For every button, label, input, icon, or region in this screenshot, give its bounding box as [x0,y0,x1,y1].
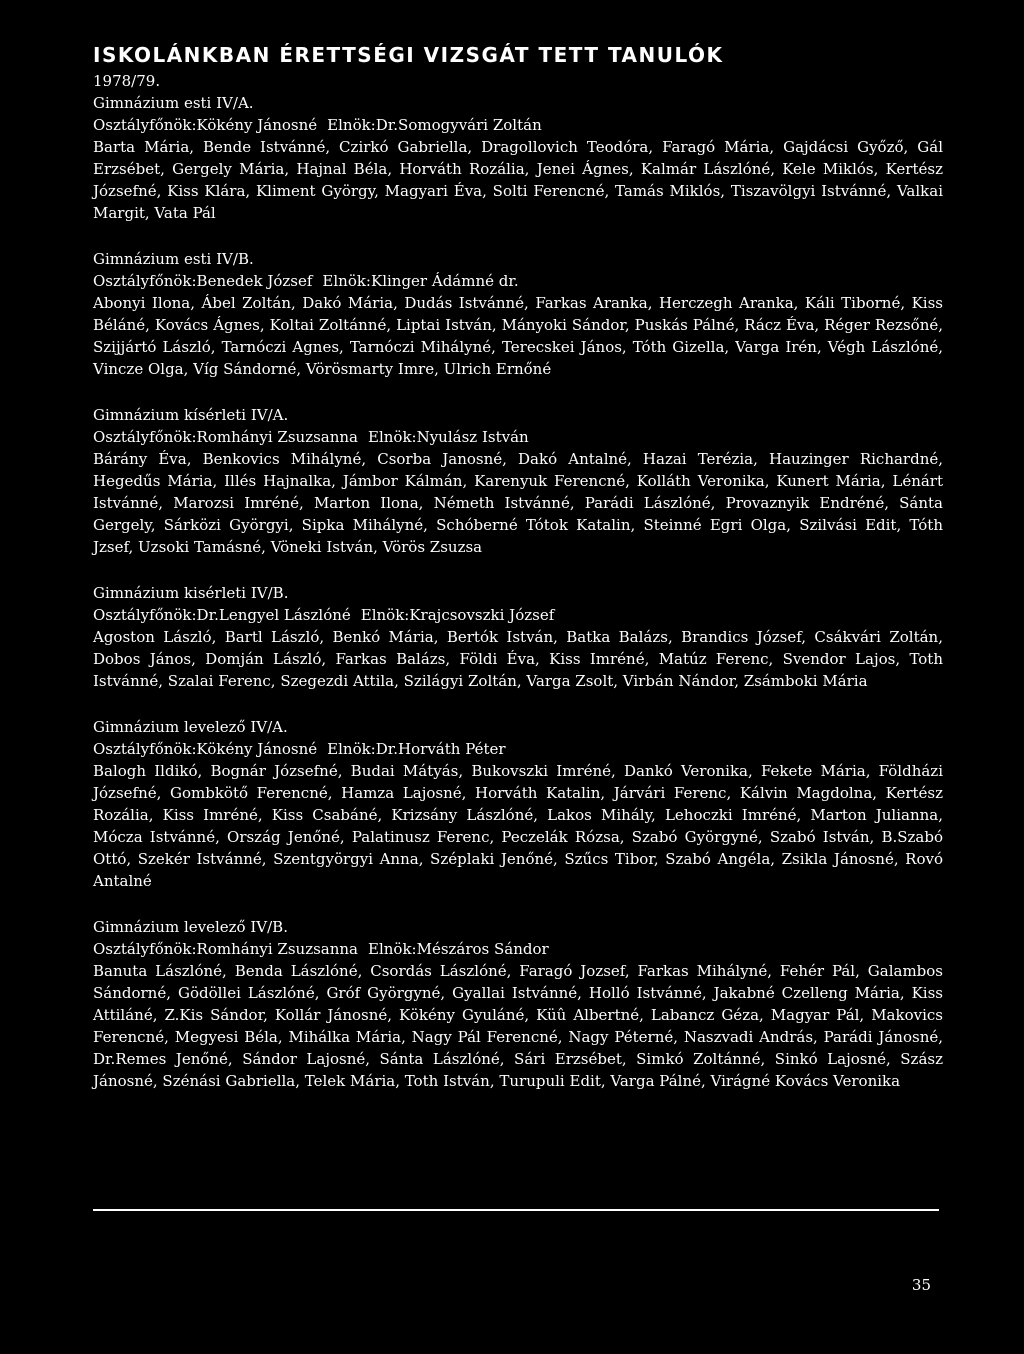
exam-chair: Elnök:Dr.Somogyvári Zoltán [327,116,542,134]
section-esti-iv-a [93,70,943,224]
class-name: Gimnázium levelező IV/A. [93,718,288,736]
class-officers [93,114,943,136]
class-name: Gimnázium esti IV/B. [93,250,254,268]
student-list: Abonyi Ilona, Ábel Zoltán, Dakó Mária, Dudás Istvánné, Farkas Aranka, Herczegh Aranka, Káli Tiborné, Kiss Béláné, Kovács Ágnes, Koltai Zoltánné, Liptai István, Mányoki Sándor, Puskás Pálné, Rácz Éva, Réger Rezsőné, Szijjártó László, Tarnóczi Agnes, Tarnóczi Mihályné, Terecskei János, Tóth Gizella, Varga Irén, Végh Lászlóné, Vincze Olga, Víg Sándorné, Vörösmarty Imre, Ulrich Ernőné [93,294,943,378]
page-number: 35 [911,1276,931,1294]
class-teacher: Osztályfőnök:Kökény Jánosné [93,740,318,758]
section-levelezo-iv-b [93,916,943,1092]
class-officers [93,738,943,760]
class-teacher: Osztályfőnök:Romhányi Zsuzsanna [93,940,358,958]
class-teacher: Osztályfőnök:Romhányi Zsuzsanna [93,428,358,446]
class-name: Gimnázium esti IV/A. [93,94,254,112]
class-name: Gimnázium kísérleti IV/A. [93,406,289,424]
class-officers [93,604,943,626]
section-kiserleti-iv-a [93,404,943,558]
exam-chair: Elnök:Nyulász István [368,428,529,446]
class-officers [93,938,943,960]
section-levelezo-iv-a [93,716,943,892]
exam-chair: Elnök:Klinger Ádámné dr. [322,272,519,290]
exam-chair: Elnök:Krajcsovszki József [360,606,555,624]
document-body [93,42,943,1092]
footer-rule [93,1209,939,1211]
section-esti-iv-b [93,248,943,380]
student-list: Bárány Éva, Benkovics Mihályné, Csorba Janosné, Dakó Antalné, Hazai Terézia, Hauzinger Richardné, Hegedűs Mária, Illés Hajnalka, Jámbor Kálmán, Karenyuk Ferencné, Kolláth Veronika, Kunert Mária, Lénárt Istvánné, Marozsi Imréné, Marton Ilona, Németh Istvánné, Parádi Lászlóné, Provaznyik Endréné, Sánta Gergely, Sárközi Györgyi, Sipka Mihályné, Schóberné Tótok Katalin, Steinné Egri Olga, Szilvási Edit, Tóth Jzsef, Uzsoki Tamásné, Vöneki István, Vörös Zsuzsa [93,450,943,556]
class-name: Gimnázium levelező IV/B. [93,918,288,936]
class-name: Gimnázium kisérleti IV/B. [93,584,289,602]
section-kiserleti-iv-b [93,582,943,692]
class-teacher: Osztályfőnök:Dr.Lengyel Lászlóné [93,606,351,624]
class-officers [93,270,943,292]
class-teacher: Osztályfőnök:Kökény Jánosné [93,116,318,134]
student-list: Balogh Ildikó, Bognár Józsefné, Budai Mátyás, Bukovszki Imréné, Dankó Veronika, Fekete Mária, Földházi Józsefné, Gombkötő Ferencné, Hamza Lajosné, Horváth Katalin, Járvári Ferenc, Kálvin Magdolna, Kertész Rozália, Kiss Imréné, Kiss Csabáné, Krizsány Lászlóné, Lakos Mihály, Lehoczki Imréné, Marton Julianna, Mócza Istvánné, Ország Jenőné, Palatinusz Ferenc, Peczelák Rózsa, Szabó Györgyné, Szabó István, B.Szabó Ottó, Szekér Istvánné, Szentgyörgyi Anna, Széplaki Jenőné, Szűcs Tibor, Szabó Angéla, Zsikla Jánosné, Rovó Antalné [93,762,943,890]
exam-chair: Elnök:Dr.Horváth Péter [327,740,506,758]
exam-chair: Elnök:Mészáros Sándor [368,940,549,958]
school-year: 1978/79. [93,72,161,90]
class-teacher: Osztályfőnök:Benedek József [93,272,313,290]
class-officers [93,426,943,448]
student-list: Barta Mária, Bende Istvánné, Czirkó Gabriella, Dragollovich Teodóra, Faragó Mária, Gajdácsi Győző, Gál Erzsébet, Gergely Mária, Hajnal Béla, Horváth Rozália, Jenei Ágnes, Kalmár Lászlóné, Kele Miklós, Kertész Józsefné, Kiss Klára, Kliment György, Magyari Éva, Solti Ferencné, Tamás Miklós, Tiszavölgyi Istvánné, Valkai Margit, Vata Pál [93,138,943,222]
document-title: ISKOLÁNKBAN ÉRETTSÉGI VIZSGÁT TETT TANULÓK [93,43,724,67]
student-list: Agoston László, Bartl László, Benkó Mária, Bertók István, Batka Balázs, Brandics József, Csákvári Zoltán, Dobos János, Domján László, Farkas Balázs, Földi Éva, Kiss Imréné, Matúz Ferenc, Svendor Lajos, Toth Istvánné, Szalai Ferenc, Szegezdi Attila, Szilágyi Zoltán, Varga Zsolt, Virbán Nándor, Zsámboki Mária [93,628,943,690]
student-list: Banuta Lászlóné, Benda Lászlóné, Csordás Lászlóné, Faragó Jozsef, Farkas Mihályné, Fehér Pál, Galambos Sándorné, Gödöllei Lászlóné, Gróf Györgyné, Gyallai Istvánné, Holló Istvánné, Jakabné Czelleng Mária, Kiss Attiláné, Z.Kis Sándor, Kollár Jánosné, Kökény Gyuláné, Küû Albertné, Labancz Géza, Magyar Pál, Makovics Ferencné, Megyesi Béla, Mihálka Mária, Nagy Pál Ferencné, Nagy Péterné, Naszvadi András, Parádi Jánosné, Dr.Remes Jenőné, Sándor Lajosné, Sánta Lászlóné, Sári Erzsébet, Simkó Zoltánné, Sinkó Lajosné, Szász Jánosné, Szénási Gabriella, Telek Mária, Toth István, Turupuli Edit, Varga Pálné, Virágné Kovács Veronika [93,962,943,1090]
